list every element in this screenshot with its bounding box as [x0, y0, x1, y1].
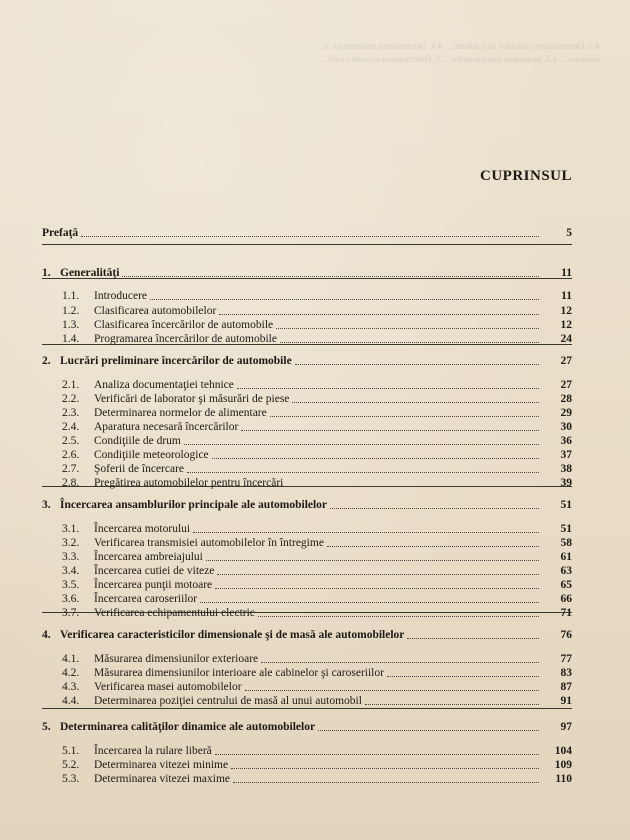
toc-entry-number: 3.2. — [62, 537, 80, 549]
toc-entry-title: Verificarea caracteristicilor dimensionale şi de masă ale automobilelor — [60, 629, 405, 641]
toc-entry-title: Programarea încercărilor de automobile — [94, 333, 277, 345]
toc-entry-title: Încercarea motorului — [94, 523, 191, 535]
toc-entry-title: Analiza documentaţiei tehnice — [94, 379, 234, 391]
dot-leader — [270, 415, 539, 417]
toc-entry-label — [42, 498, 327, 512]
dot-leader — [206, 559, 539, 561]
dot-leader — [245, 689, 539, 691]
toc-page-number: 104 — [554, 745, 572, 757]
toc-entry-number: 2.1. — [62, 379, 80, 391]
dot-leader — [233, 781, 539, 783]
dot-leader — [241, 429, 539, 431]
toc-page-number: 63 — [560, 565, 572, 577]
toc-entry-number: 1.2. — [62, 305, 80, 317]
toc-entry-number: 4.3. — [62, 681, 80, 693]
toc-entry-number: 2.8. — [62, 477, 80, 489]
toc-entry-title: Generalităţi — [60, 267, 120, 279]
toc-chapter-row — [42, 496, 572, 512]
toc-entry-title: Determinarea vitezei maxime — [94, 773, 231, 785]
dot-leader — [200, 601, 539, 603]
toc-subsection-row — [62, 604, 572, 620]
toc-entry-number: 5.3. — [62, 773, 80, 785]
toc-entry-title: Măsurarea dimensiunilor interioare ale cabinelor şi caroseriilor — [94, 667, 384, 679]
bleed-through-text: 4.3. Determinarea calitatilor de tractiune ... 4.4. Determinarea rezistentelor la inaintare ... 4.5. Incercarea mecanismelor ... 5. Determinarea economicitatii ... — [319, 41, 600, 64]
toc-entry-label — [42, 628, 404, 642]
toc-entry-label — [42, 720, 315, 734]
toc-page-number: 29 — [560, 407, 572, 419]
dot-leader — [318, 729, 539, 731]
toc-entry-label — [62, 289, 147, 303]
toc-entry-number: 4. — [42, 629, 51, 641]
toc-page-number: 11 — [561, 267, 572, 279]
toc-subsection-row — [62, 287, 572, 303]
toc-entry-title: Condiţiile meteorologice — [94, 449, 209, 461]
toc-page-number: 110 — [555, 773, 572, 785]
toc-entry-number: 5. — [42, 721, 51, 733]
toc-entry-number: 2.5. — [62, 435, 80, 447]
dot-leader — [215, 587, 539, 589]
toc-entry-label — [42, 266, 119, 280]
toc-entry-number: 3.1. — [62, 523, 80, 535]
toc-entry-title: Introducere — [94, 290, 147, 302]
dot-leader — [261, 661, 539, 663]
toc-subsection-row — [62, 692, 572, 708]
toc-page-number: 97 — [560, 721, 572, 733]
toc-chapter-row — [42, 626, 572, 642]
dot-leader — [212, 457, 539, 459]
toc-entry-number: 1. — [42, 267, 51, 279]
toc-entry-number: 1.3. — [62, 319, 80, 331]
toc-page-number: 11 — [561, 290, 572, 302]
toc-entry-title: Şoferii de încercare — [94, 463, 185, 475]
toc-page-number: 58 — [560, 537, 572, 549]
dot-leader — [150, 298, 539, 300]
toc-entry-label — [62, 332, 277, 346]
toc-entry-number: 3.3. — [62, 551, 80, 563]
toc-entry-number: 2.7. — [62, 463, 80, 475]
dot-leader — [81, 235, 539, 237]
dot-leader — [292, 401, 539, 403]
toc-page-number: 5 — [566, 227, 572, 239]
toc-entry-number: 4.1. — [62, 653, 80, 665]
toc-entry-label — [42, 226, 78, 240]
dot-leader — [280, 341, 539, 343]
toc-page-number: 39 — [560, 477, 572, 489]
toc-entry-number: 4.2. — [62, 667, 80, 679]
toc-page-number: 51 — [560, 523, 572, 535]
dot-leader — [187, 471, 539, 473]
toc-entry-label — [62, 772, 230, 786]
toc-entry-number: 3.6. — [62, 593, 80, 605]
toc-entry-number: 5.2. — [62, 759, 80, 771]
toc-subsection-row — [62, 474, 572, 490]
toc-chapter-row — [42, 264, 572, 280]
toc-entry-title: Aparatura necesară încercărilor — [94, 421, 239, 433]
toc-page-number: 87 — [560, 681, 572, 693]
dot-leader — [122, 275, 539, 277]
toc-page-number: 12 — [560, 305, 572, 317]
toc-entry-title: Determinarea vitezei minime — [94, 759, 229, 771]
dot-leader — [258, 615, 539, 617]
toc-entry-title: Încercarea punţii motoare — [94, 579, 213, 591]
dot-leader — [327, 545, 539, 547]
toc-page-number: 77 — [560, 653, 572, 665]
toc-entry-label — [62, 606, 255, 620]
dot-leader — [219, 313, 539, 315]
toc-page-number: 61 — [560, 551, 572, 563]
toc-entry-number: 2. — [42, 355, 51, 367]
dot-leader — [215, 753, 539, 755]
toc-entry-label — [62, 476, 283, 490]
toc-entry-number: 5.1. — [62, 745, 80, 757]
toc-entry-title: Condiţiile de drum — [94, 435, 181, 447]
toc-entry-title: Verificarea transmisiei automobilelor în întregime — [94, 537, 324, 549]
toc-page-number: 24 — [560, 333, 572, 345]
toc-entry-number: 2.6. — [62, 449, 80, 461]
dot-leader — [365, 703, 539, 705]
toc-entry-number: 3.5. — [62, 579, 80, 591]
toc-entry-title: Verificarea echipamentului electric — [94, 607, 255, 619]
toc-page-number: 36 — [560, 435, 572, 447]
toc-entry-title: Încercarea cutiei de viteze — [94, 565, 215, 577]
toc-entry-label — [42, 354, 292, 368]
toc-entry-number: 3. — [42, 499, 51, 511]
toc-entry-number: 4.4. — [62, 695, 80, 707]
toc-entry-title: Încercarea ansamblurilor principale ale automobilelor — [60, 499, 328, 511]
toc-page-number: 37 — [560, 449, 572, 461]
toc-page-number: 83 — [560, 667, 572, 679]
dot-leader — [237, 387, 539, 389]
toc-page-number: 76 — [560, 629, 572, 641]
toc-page-number: 65 — [560, 579, 572, 591]
toc-page-number: 12 — [560, 319, 572, 331]
toc-page-number: 91 — [560, 695, 572, 707]
toc-subsection-row — [62, 330, 572, 346]
dot-leader — [276, 327, 539, 329]
toc-entry-title: Măsurarea dimensiunilor exterioare — [94, 653, 259, 665]
section-divider — [42, 244, 572, 245]
toc-entry-title: Prefaţă — [42, 227, 79, 239]
toc-entry-number: 2.3. — [62, 407, 80, 419]
toc-entry-number: 1.4. — [62, 333, 80, 345]
toc-entry-label — [62, 694, 362, 708]
toc-entry-title: Pregătirea automobilelor pentru încercări — [94, 477, 284, 489]
dot-leader — [184, 443, 539, 445]
dot-leader — [217, 573, 539, 575]
toc-page-number: 71 — [560, 607, 572, 619]
toc-page-number: 51 — [560, 499, 572, 511]
toc-page-number: 27 — [560, 379, 572, 391]
toc-page-number: 109 — [554, 759, 572, 771]
toc-entry-title: Determinarea poziţiei centrului de masă al unui automobil — [94, 695, 362, 707]
toc-entry-title: Clasificarea automobilelor — [94, 305, 217, 317]
toc-subsection-row — [62, 770, 572, 786]
toc-entry-title: Determinarea normelor de alimentare — [94, 407, 267, 419]
section-divider — [42, 708, 572, 709]
toc-entry-title: Încercarea ambreiajului — [94, 551, 203, 563]
toc-page-number: 30 — [560, 421, 572, 433]
dot-leader — [387, 675, 539, 677]
dot-leader — [407, 637, 539, 639]
dot-leader — [231, 767, 539, 769]
dot-leader — [330, 507, 539, 509]
toc-entry-number: 1.1. — [62, 290, 80, 302]
toc-entry-title: Determinarea calităţilor dinamice ale automobilelor — [60, 721, 316, 733]
toc-page-number: 66 — [560, 593, 572, 605]
toc-entry-number: 2.4. — [62, 421, 80, 433]
toc-entry-number: 3.7. — [62, 607, 80, 619]
toc-entry-title: Încercarea caroseriilor — [94, 593, 198, 605]
toc-chapter-row — [42, 352, 572, 368]
toc-chapter-row — [42, 718, 572, 734]
dot-leader — [295, 363, 539, 365]
toc-entry-number: 3.4. — [62, 565, 80, 577]
toc-page-number: 27 — [560, 355, 572, 367]
dot-leader — [286, 485, 539, 487]
page-title: CUPRINSUL — [480, 168, 573, 184]
toc-page-number: 28 — [560, 393, 572, 405]
dot-leader — [193, 531, 539, 533]
toc-chapter-row — [42, 224, 572, 240]
toc-page-number: 38 — [560, 463, 572, 475]
toc-entry-number: 2.2. — [62, 393, 80, 405]
toc-entry-title: Verificări de laborator şi măsurări de piese — [94, 393, 290, 405]
toc-entry-title: Lucrări preliminare încercărilor de automobile — [60, 355, 292, 367]
toc-entry-title: Încercarea la rulare liberă — [94, 745, 212, 757]
toc-entry-title: Clasificarea încercărilor de automobile — [94, 319, 274, 331]
toc-entry-title: Verificarea masei automobilelor — [94, 681, 242, 693]
